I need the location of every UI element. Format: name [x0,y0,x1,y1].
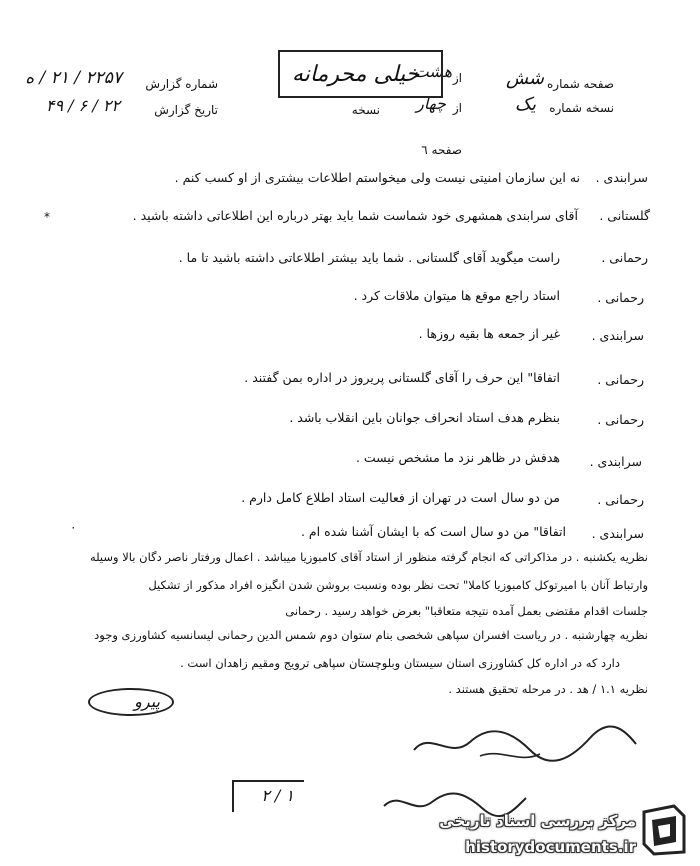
page-number-label: صفحه شماره [547,77,614,91]
speaker-7: رحمانی . [597,412,644,427]
comment-line-1: نظریه یکشنبه . در مذاکراتی که انجام گرفته منظور از استاد آقای کامبوزیا میباشد . اعمال ورفتار ناصر دگان بالا وسیله [89,550,648,564]
page-heading: صفحه ٦ [421,143,462,157]
comment-line-6: نظریه ۱.۱ / هد . در مرحله تحقیق هستند . [448,682,648,696]
copy-word: نسخه [351,103,380,117]
page-number-value: شش [505,68,544,89]
speaker-2: گلستانی . [599,208,650,223]
dialogue-line-4: استاد راجع موقع ها میتوان ملاقات کرد . [353,288,560,303]
dialogue-line-2: آقای سرابندی همشهری خود شماست شما باید بهتر درباره این اطلاعاتی داشته باشید . [132,208,578,223]
dialogue-line-3: راست میگوید آقای گلستانی . شما باید بیشتر اطلاعاتی داشته باشید تا ما . [178,250,560,265]
handwritten-oval-note [88,688,174,716]
handwritten-oval-text: پیرو [134,692,160,711]
comment-line-5: دارد که در اداره کل کشاورزی استان سیستان وبلوچستان سپاهی ترویج ومقیم زاهدان است . [180,656,620,670]
speaker-8: سرابندی . [589,454,642,469]
margin-dot: ٠ [70,520,77,534]
of-label-2: از [452,101,462,115]
dialogue-line-6: اتفاقا" این حرف را آقای گلستانی پریروز در اداره بمن گفتند . [244,370,560,385]
watermark-url: historydocuments.ir [465,838,636,856]
report-date-value: ۲۲ / ۶ / ۴۹ [45,96,120,115]
archive-logo-icon [640,802,688,856]
dialogue-line-1: نه این سازمان امنیتی نیست ولی میخواستم اطلاعات بیشتری از او کسب کنم . [174,170,580,185]
signature-scribble [410,720,640,770]
dialogue-line-10: اتفاقا" من دو سال است که با ایشان آشنا شده ام . [300,524,566,539]
speaker-5: سرابندی . [591,328,644,343]
comment-line-4: نظریه چهارشنبه . در ریاست افسران سپاهی شخصی بنام ستوان دوم شمس الدین رحمانی لیسانسیه کشاورزی وجود [94,628,648,642]
report-number-value: ۲۲۵۷ / ۲۱ / ه [25,68,122,88]
speaker-4: رحمانی . [597,290,644,305]
speaker-6: رحمانی . [597,372,644,387]
margin-asterisk: * [44,210,50,224]
speaker-1: سرابندی . [595,170,648,185]
comment-line-3: جلسات اقدام مقتضی بعمل آمده نتیجه متعاقبا" بعرض خواهد رسید . رحمانی [285,604,648,618]
copy-number-value: یک [514,94,536,115]
of-label-1: از [452,71,462,85]
dialogue-line-7: بنظرم هدف استاد انحراف جوانان باین انقلاب باشد . [289,410,560,425]
handwritten-box-text: ۱ / ۲ [261,786,294,805]
classification-stamp-text: خیلی محرمانه [292,62,420,87]
speaker-9: رحمانی . [597,492,644,507]
report-number-label: شماره گزارش [145,77,218,91]
dialogue-line-5: غیر از جمعه ها بقیه روزها . [418,326,560,341]
copy-number-label: نسخه شماره [549,101,614,115]
watermark-title: مرکز بررسی اسناد تاریخی [439,812,636,830]
comment-line-2: وارتباط آنان با امیرتوکل کامبوزیا کاملا" تحت نظر بوده ونسبت بروشن شدن انگیزه افراد مذکور از تشکیل [148,578,648,592]
of-value-1: هشت [413,62,452,81]
report-date-label: تاریخ گزارش [154,103,218,117]
speaker-10: سرابندی . [591,526,644,541]
dialogue-line-8: هدفش در ظاهر نزد ما مشخص نیست . [355,450,560,465]
dialogue-line-9: من دو سال است در تهران از فعالیت استاد اطلاع کامل دارم . [241,490,560,505]
of-value-2: چهار [416,94,446,113]
speaker-3: رحمانی . [601,250,648,265]
